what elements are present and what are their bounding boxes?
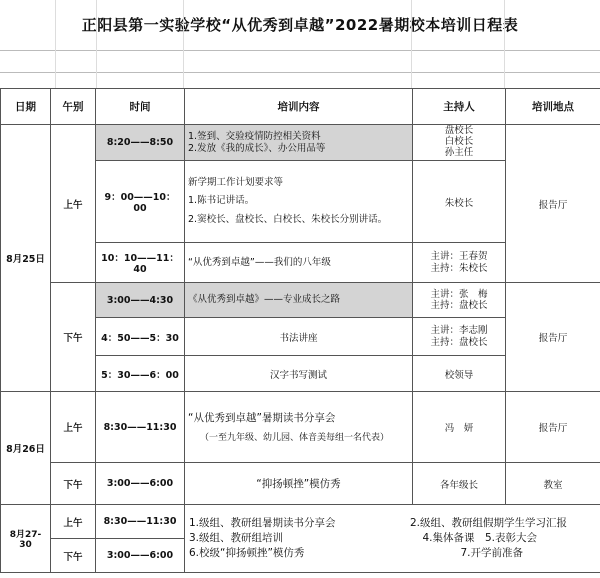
activities-cell: [185, 505, 600, 573]
location-cell: 教室: [506, 463, 600, 505]
host-line: 主持：盘校长: [430, 336, 488, 348]
content-line: 新学期工作计划要求等: [188, 177, 284, 189]
content-cell: 汉字书写测试: [185, 356, 413, 392]
host-cell: 朱校长: [413, 161, 506, 243]
host-line: 孙主任: [444, 146, 474, 158]
session-cell: 下午: [51, 283, 96, 392]
header-location: 培训地点: [506, 89, 600, 125]
host-cell: [413, 243, 506, 283]
date-cell: 8月26日: [1, 392, 51, 505]
header-host: 主持人: [413, 89, 506, 125]
activity-item: 3.级组、教研组培训: [189, 531, 284, 544]
content-line: 1.签到、交验疫情防控相关资料: [188, 130, 321, 142]
table-row: [1, 463, 600, 505]
header-grade: 午别: [51, 89, 96, 125]
content-cell: [185, 161, 413, 243]
content-line: 1.陈书记讲话。: [188, 195, 255, 207]
time-cell: 4：50——5：30: [96, 318, 185, 356]
host-line: 白校长: [444, 136, 474, 148]
time-cell: 8:30——11:30: [96, 392, 185, 463]
content-cell: 书法讲座: [185, 318, 413, 356]
session-cell: 上午: [51, 392, 96, 463]
content-line: （一至九年级、幼儿园、体音美每组一名代表）: [200, 432, 390, 443]
table-row: [1, 125, 600, 161]
host-cell: [413, 318, 506, 356]
table-row: [1, 505, 600, 539]
content-cell: [185, 392, 413, 463]
location-cell: 报告厅: [506, 392, 600, 463]
header-time: 时间: [96, 89, 185, 125]
session-cell: 下午: [51, 463, 96, 505]
date-cell: 8月25日: [1, 125, 51, 392]
activity-item: 4.集体备课: [422, 531, 475, 544]
spreadsheet-gridlines: [0, 0, 600, 88]
host-line: 主讲：李志刚: [430, 325, 488, 337]
activity-item: 5.表彰大会: [484, 531, 537, 544]
host-cell: [413, 283, 506, 318]
page-title: 正阳县第一实验学校“从优秀到卓越”2022暑期校本培训日程表: [81, 16, 519, 34]
header-row: [1, 89, 600, 125]
content-cell: “从优秀到卓越”——我们的八年级: [185, 243, 413, 283]
content-line: 2.窦校长、盘校长、白校长、朱校长分别讲话。: [188, 213, 388, 225]
session-cell: 上午: [51, 505, 96, 539]
activity-item: 6.校级“抑扬顿挫”模仿秀: [189, 547, 305, 560]
activity-item: 2.级组、教研组假期学生学习汇报: [409, 516, 567, 529]
host-cell: [413, 125, 506, 161]
session-cell: 上午: [51, 125, 96, 283]
time-cell: 3:00——4:30: [96, 283, 185, 318]
time-cell: 3:00——6:00: [96, 539, 185, 573]
time-cell: 8:30——11:30: [96, 505, 185, 539]
header-date: 日期: [1, 89, 51, 125]
location-cell: 报告厅: [506, 283, 600, 392]
header-content: 培训内容: [185, 89, 413, 125]
session-cell: 下午: [51, 539, 96, 573]
time-cell: 8:20——8:50: [96, 125, 185, 161]
time-cell: 9：00——10：00: [96, 161, 185, 243]
host-line: 主持：盘校长: [430, 300, 488, 311]
time-cell: 10：10——11：40: [96, 243, 185, 283]
content-line: “从优秀到卓越”暑期读书分享会: [188, 411, 336, 424]
time-cell: 3:00——6:00: [96, 463, 185, 505]
content-cell: [185, 125, 413, 161]
activity-item: 7.开学前准备: [460, 547, 523, 560]
date-cell: 8月27-30: [1, 505, 51, 573]
table-row: [1, 392, 600, 463]
content-cell: “抑扬顿挫”模仿秀: [185, 463, 413, 505]
content-cell: 《从优秀到卓越》——专业成长之路: [185, 283, 413, 318]
host-cell: 各年级长: [413, 463, 506, 505]
activity-item: 1.级组、教研组暑期读书分享会: [189, 516, 336, 529]
host-cell: 冯 妍: [413, 392, 506, 463]
table-row: [1, 283, 600, 318]
schedule-table: [0, 88, 600, 573]
host-line: 主讲：王春贺: [430, 251, 488, 263]
host-line: 主持：朱校长: [430, 262, 488, 274]
time-cell: 5：30——6：00: [96, 356, 185, 392]
location-cell: 报告厅: [506, 125, 600, 283]
host-line: 盘校长: [444, 125, 474, 137]
content-line: 2.发放《我的成长》、办公用品等: [188, 142, 326, 154]
host-line: 主讲：张 梅: [430, 288, 488, 300]
host-cell: 校领导: [413, 356, 506, 392]
